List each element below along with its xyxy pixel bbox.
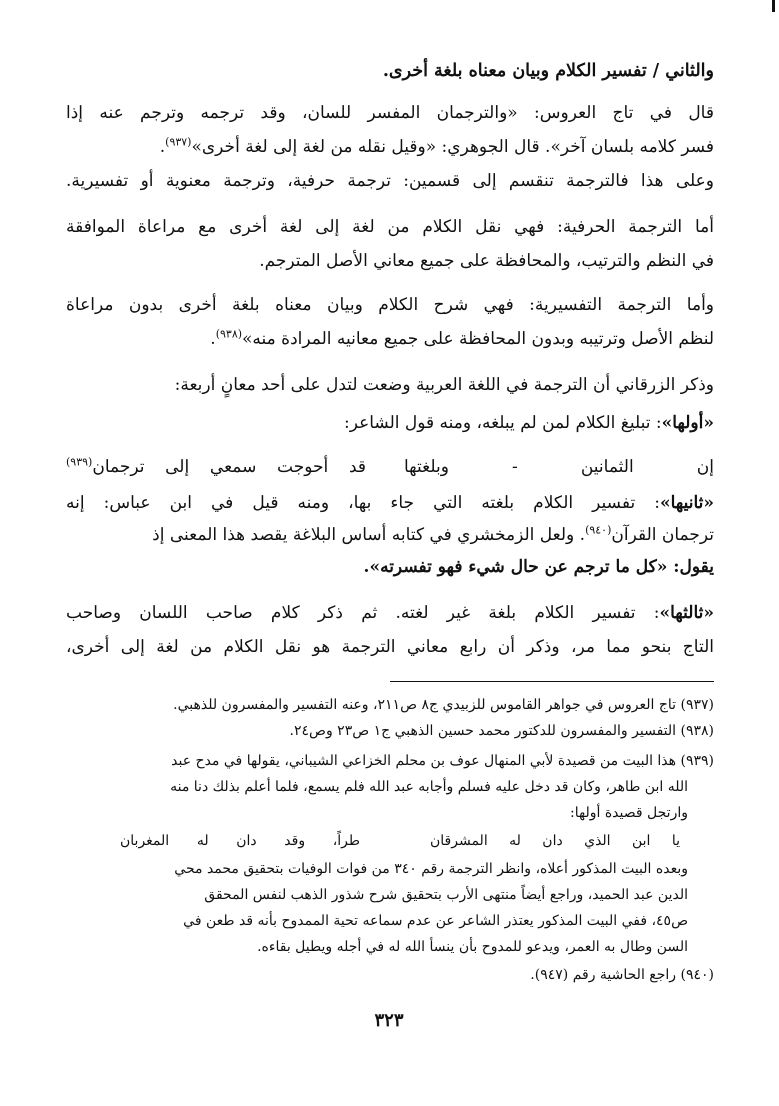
footnote-939-text1: هذا البيت من قصيدة لأبي المنهال عوف بن محلم الخزاعي الشيباني، يقولها في مدح عبد: [171, 753, 677, 769]
footnote-ref-940[interactable]: (٩٤٠): [585, 523, 612, 537]
footnote-939-line5: الدين عبد الحميد، وراجع أيضاً منتهى الأرب بتحقيق شرح شذور الذهب لنفس المحقق: [204, 887, 688, 903]
footnote-939-line7: السن وطال به العمر، ويدعو للمدوح بأن ينسأ الله له في أجله ويطيل بقاءه.: [257, 939, 688, 955]
first-meaning-label: «أولها»: [661, 413, 714, 433]
footnote-verse-hemistich-2: طراً، وقد دان له المغربان: [120, 833, 360, 849]
para5-line3: يقول: «كل ما ترجم عن حال شيء فهو تفسرته».: [363, 557, 714, 577]
para1-line2: [66, 132, 714, 162]
para1-line2-end: .: [159, 137, 166, 157]
verse-hemistich-2-wrap: [66, 452, 366, 482]
para1-line3: وعلى هذا فالترجمة تنقسم إلى قسمين: ترجمة حرفية، وترجمة معنوية أو تفسيرية.: [66, 171, 714, 191]
para6-line1: [66, 598, 714, 628]
para3-line2: [66, 324, 714, 354]
footnote-939-line6: ص٤٥، ففي البيت المذكور يعتذر الشاعر عن عدم سماعه تحية الممدوح بأنه قد طعن في: [183, 913, 688, 929]
verse-hemistich-2: قد أحوجت سمعي إلى ترجمان: [92, 457, 366, 477]
footnote-939-verse: [120, 828, 680, 854]
para5-line1: [66, 488, 714, 518]
para3-line2-text: لنظم الأصل وترتيبه وبدون المحافظة على جميع معانيه المرادة منه»: [242, 329, 714, 349]
section-heading: [66, 56, 714, 86]
third-meaning-label: «ثالثها»: [659, 603, 714, 623]
footnote-938-number: (٩٣٨): [680, 723, 714, 739]
footnote-940-text: راجع الحاشية رقم (٩٤٧).: [530, 967, 677, 983]
para2-line2: في النظم والترتيب، والمحافظة على جميع معاني الأصل المترجم.: [259, 251, 714, 271]
para1-line1: قال في تاج العروس: «والترجمان المفسر للسان، وقد ترجمه وترجم عنه إذا: [66, 103, 714, 123]
para6-line1-text: : تفسير الكلام بلغة غير لغته. ثم ذكر كلام صاحب اللسان وصاحب: [66, 603, 660, 623]
para5-line2-a: ترجمان القرآن: [611, 525, 714, 545]
verse-hemistich-1: إن الثمانين - وبلغتها: [404, 457, 714, 477]
para2-line1: أما الترجمة الحرفية: فهي نقل الكلام من لغة إلى لغة أخرى مع مراعاة الموافقة: [66, 217, 714, 237]
footnote-ref-937[interactable]: (٩٣٧): [165, 135, 192, 149]
scan-edge-mark: [772, 0, 775, 12]
first-meaning-text: : تبليغ الكلام لمن لم يبلغه، ومنه قول الشاعر:: [343, 413, 662, 433]
footnote-939-line3: وارتجل قصيدة أولها:: [570, 805, 688, 821]
footnote-939-number: (٩٣٩): [680, 753, 714, 769]
para5-line2-b: . ولعل الزمخشري في كتابه أساس البلاغة يقصد هذا المعنى إذ: [152, 525, 586, 545]
para6-line2: التاج بنحو مما مر، وذكر أن رابع معاني الترجمة هو نقل الكلام من لغة إلى أخرى،: [66, 637, 714, 657]
para4-first-meaning: [66, 408, 714, 438]
footnote-939-line2: الله ابن طاهر، وكان قد دخل عليه فسلم وأجابه عبد الله فلم يسمع، فلما أعلم بذلك دنا منه: [170, 779, 688, 795]
footnote-ref-939[interactable]: (٩٣٩): [66, 455, 93, 469]
footnote-939-line4: وبعده البيت المذكور أعلاه، وانظر الترجمة رقم ٣٤٠ من فوات الوفيات بتحقيق محمد محي: [174, 861, 688, 877]
section-heading-text: والثاني / تفسير الكلام وبيان معناه بلغة أخرى.: [382, 61, 714, 81]
footnote-937-text: تاج العروس في جواهر القاموس للزبيدي ج٨ ص٢١١، وعنه التفسير والمفسرون للذهبي.: [173, 697, 677, 713]
footnote-ref-938[interactable]: (٩٣٨): [215, 327, 243, 341]
para4-line1: وذكر الزرقاني أن الترجمة في اللغة العربية وضعت لتدل على أحد معانٍ أربعة:: [174, 375, 714, 395]
para5-line1-text: : تفسير الكلام بلغته التي جاء بها، ومنه قيل في ابن عباس: إنه: [66, 493, 660, 513]
para3-line2-end: .: [210, 329, 216, 349]
page-number: ٣٢٣: [374, 1010, 404, 1031]
footnote-937: [66, 692, 714, 718]
para3-line1: وأما الترجمة التفسيرية: فهي شرح الكلام وبيان معناه بلغة أخرى بدون مراعاة: [66, 295, 714, 315]
para5-line2: [66, 520, 714, 550]
footnote-940: [66, 962, 714, 988]
footnote-940-number: (٩٤٠): [680, 967, 714, 983]
poetry-verse: [66, 452, 714, 482]
footnote-938: [66, 718, 714, 744]
para1-line2-text: فسر كلامه بلسان آخر». قال الجوهري: «وقيل نقله من لغة إلى لغة أخرى»: [191, 137, 714, 157]
footnote-verse-hemistich-1: يا ابن الذي دان له المشرقان: [430, 833, 680, 849]
footnote-939-line1: [66, 748, 714, 774]
footnote-separator: [390, 681, 714, 682]
second-meaning-label: «ثانيها»: [659, 493, 714, 513]
footnote-937-number: (٩٣٧): [680, 697, 714, 713]
footnote-938-text: التفسير والمفسرون للدكتور محمد حسين الذهبي ج١ ص٢٣ وص٢٤.: [289, 723, 677, 739]
